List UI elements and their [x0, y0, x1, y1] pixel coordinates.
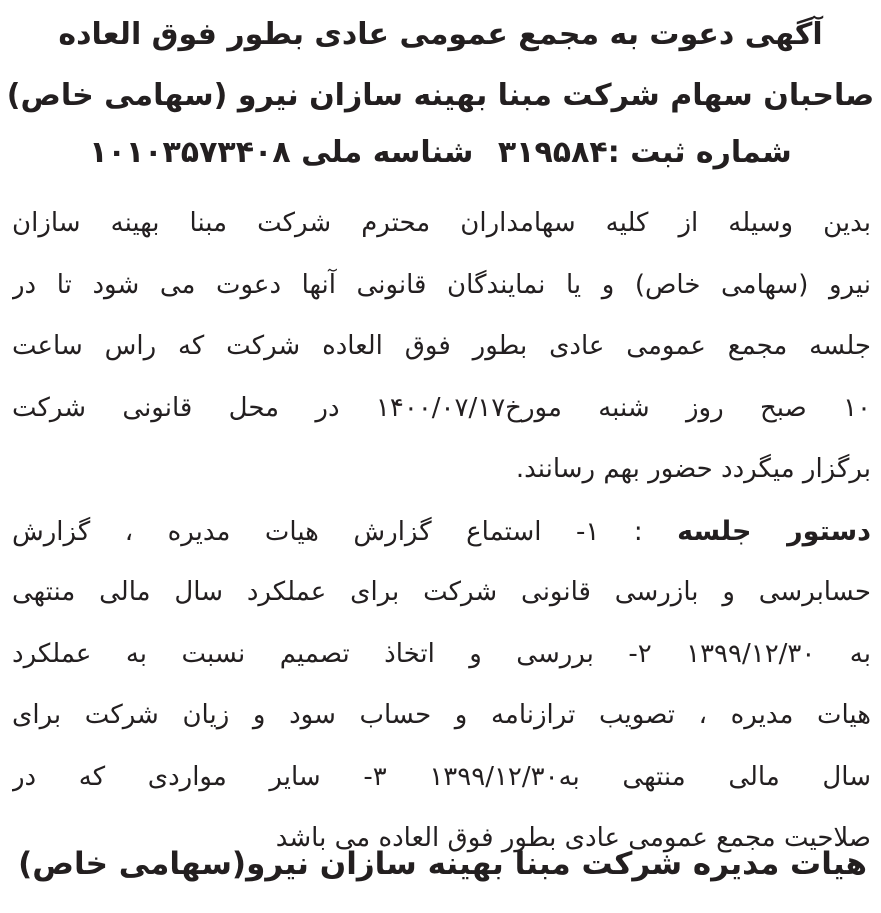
- body-line: ۱۰ صبح روز شنبه مورخ۱۴۰۰/۰۷/۱۷ در محل قانونی شرکت: [12, 392, 871, 423]
- agenda-line: هیات مدیره ، تصویب ترازنامه و حساب سود و زیان شرکت برای: [12, 700, 871, 730]
- agenda-label: دستور جلسه: [677, 515, 871, 547]
- body-line: جلسه مجمع عمومی عادی بطور فوق العاده شرکت که راس ساعت: [12, 331, 871, 361]
- body-line: برگزار میگردد حضور بهم رسانند.: [515, 454, 871, 484]
- agenda-line: حسابرسی و بازرسی قانونی شرکت برای عملکرد سال مالی منتهی: [12, 577, 871, 607]
- agenda-line: سال مالی منتهی به۱۳۹۹/۱۲/۳۰ ۳- سایر مواردی که در: [12, 761, 871, 792]
- agenda-line: صلاحیت مجمع عمومی عادی بطور فوق العاده می باشد: [275, 823, 871, 853]
- board-signature: هیات مدیره شرکت مبنا بهینه سازان نیرو(سهامی خاص): [18, 846, 867, 882]
- body-line: نیرو (سهامی خاص) و یا نمایندگان قانونی آنها دعوت می شود تا در: [12, 269, 871, 300]
- registration-number: شماره ثبت :۳۱۹۵۸۴: [497, 135, 792, 170]
- notice-body: [12, 193, 871, 870]
- agenda-first-line: [12, 501, 871, 563]
- notice-title: آگهی دعوت به مجمع عمومی عادی بطور فوق العاده: [58, 17, 823, 52]
- agenda-line: به ۱۳۹۹/۱۲/۳۰ ۲- بررسی و اتخاذ تصمیم نسبت به عملکرد: [12, 638, 871, 669]
- national-id: شناسه ملی ۱۰۱۰۳۵۷۳۴۰۸: [89, 135, 474, 170]
- body-line: بدین وسیله از کلیه سهامداران محترم شرکت مبنا بهینه سازان: [12, 208, 871, 238]
- company-title: صاحبان سهام شرکت مبنا بهینه سازان نیرو (سهامی خاص): [6, 78, 875, 113]
- registration-line: [0, 135, 881, 170]
- agenda-item-1: : ۱- استماع گزارش هیات مدیره ، گزارش: [12, 516, 643, 547]
